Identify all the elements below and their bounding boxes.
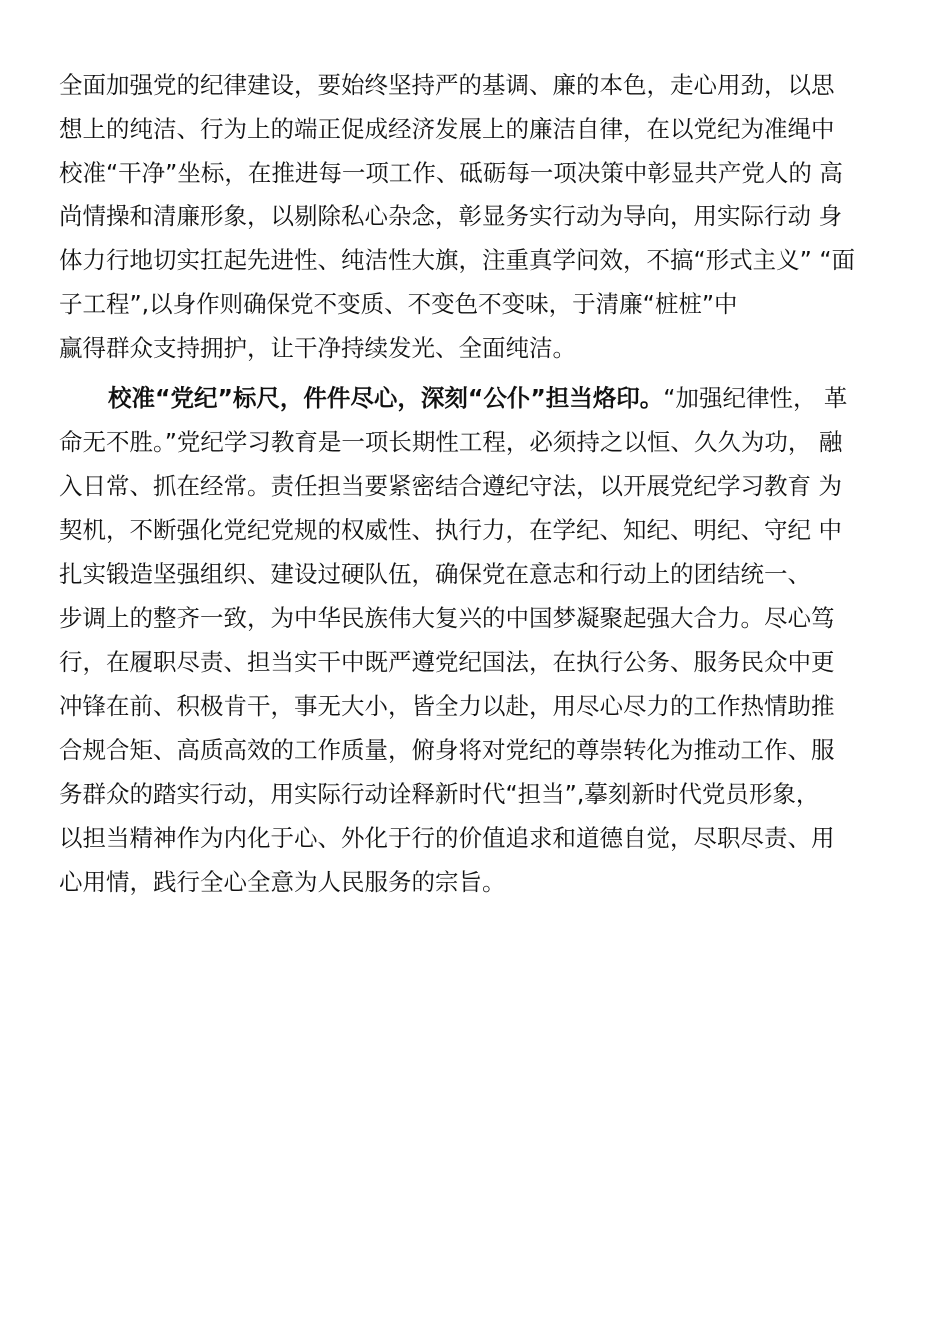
paragraph-2-line-8: 冲锋在前、积极肯干，事无大小，皆全力以赴，用尽心尽力的工作热情助推 <box>59 692 835 720</box>
paragraph-1-line-2: 想上的纯洁、行为上的端正促成经济发展上的廉洁自律，在以党纪为准绳中 <box>59 115 835 143</box>
paragraph-1-line-6: 子工程”,以身作则确保党不变质、不变色不变味，于清廉“桩桩”中 <box>59 290 738 318</box>
paragraph-2-line-10: 务群众的踏实行动，用实际行动诠释新时代“担当”,摹刻新时代党员形象， <box>59 780 820 808</box>
paragraph-2-line-1 <box>108 383 847 413</box>
paragraph-2-line-2: 命无不胜。”党纪学习教育是一项长期性工程，必须持之以恒、久久为功， 融 <box>59 428 843 456</box>
paragraph-2-line-3: 入日常、抓在经常。责任担当要紧密结合遵纪守法，以开展党纪学习教育 为 <box>59 472 842 500</box>
paragraph-2-line-6: 步调上的整齐一致，为中华民族伟大复兴的中国梦凝聚起强大合力。尽心笃 <box>59 604 835 632</box>
paragraph-1-line-4: 尚情操和清廉形象，以剔除私心杂念，彰显务实行动为导向，用实际行动 身 <box>59 202 842 230</box>
paragraph-1-line-1: 全面加强党的纪律建设，要始终坚持严的基调、廉的本色，走心用劲，以思 <box>59 71 835 99</box>
paragraph-2-line-9: 合规合矩、高质高效的工作质量，俯身将对党纪的尊崇转化为推动工作、服 <box>59 736 835 764</box>
paragraph-2-line-5: 扎实锻造坚强组织、建设过硬队伍，确保党在意志和行动上的团结统一、 <box>59 560 811 588</box>
paragraph-2-heading: 校准“党纪”标尺，件件尽心，深刻“公仆”担当烙印。 <box>108 384 664 412</box>
paragraph-2-line-11: 以担当精神作为内化于心、外化于行的价值追求和道德自觉，尽职尽责、用 <box>59 824 835 852</box>
paragraph-2-line-7: 行，在履职尽责、担当实干中既严遵党纪国法，在执行公务、服务民众中更 <box>59 648 835 676</box>
paragraph-2-line-12: 心用情，践行全心全意为人民服务的宗旨。 <box>59 868 506 896</box>
paragraph-1-line-7: 赢得群众支持拥护，让干净持续发光、全面纯洁。 <box>59 334 576 362</box>
paragraph-2-line-4: 契机，不断强化党纪党规的权威性、执行力，在学纪、知纪、明纪、守纪 中 <box>59 516 842 544</box>
paragraph-1-line-5: 体力行地切实扛起先进性、纯洁性大旗，注重真学问效，不搞“形式主义” “面 <box>59 246 855 274</box>
paragraph-1-line-3: 校准“干净”坐标，在推进每一项工作、砥砺每一项决策中彰显共产党人的 高 <box>59 159 843 187</box>
paragraph-2-first-line-rest: “加强纪律性， 革 <box>663 384 848 412</box>
